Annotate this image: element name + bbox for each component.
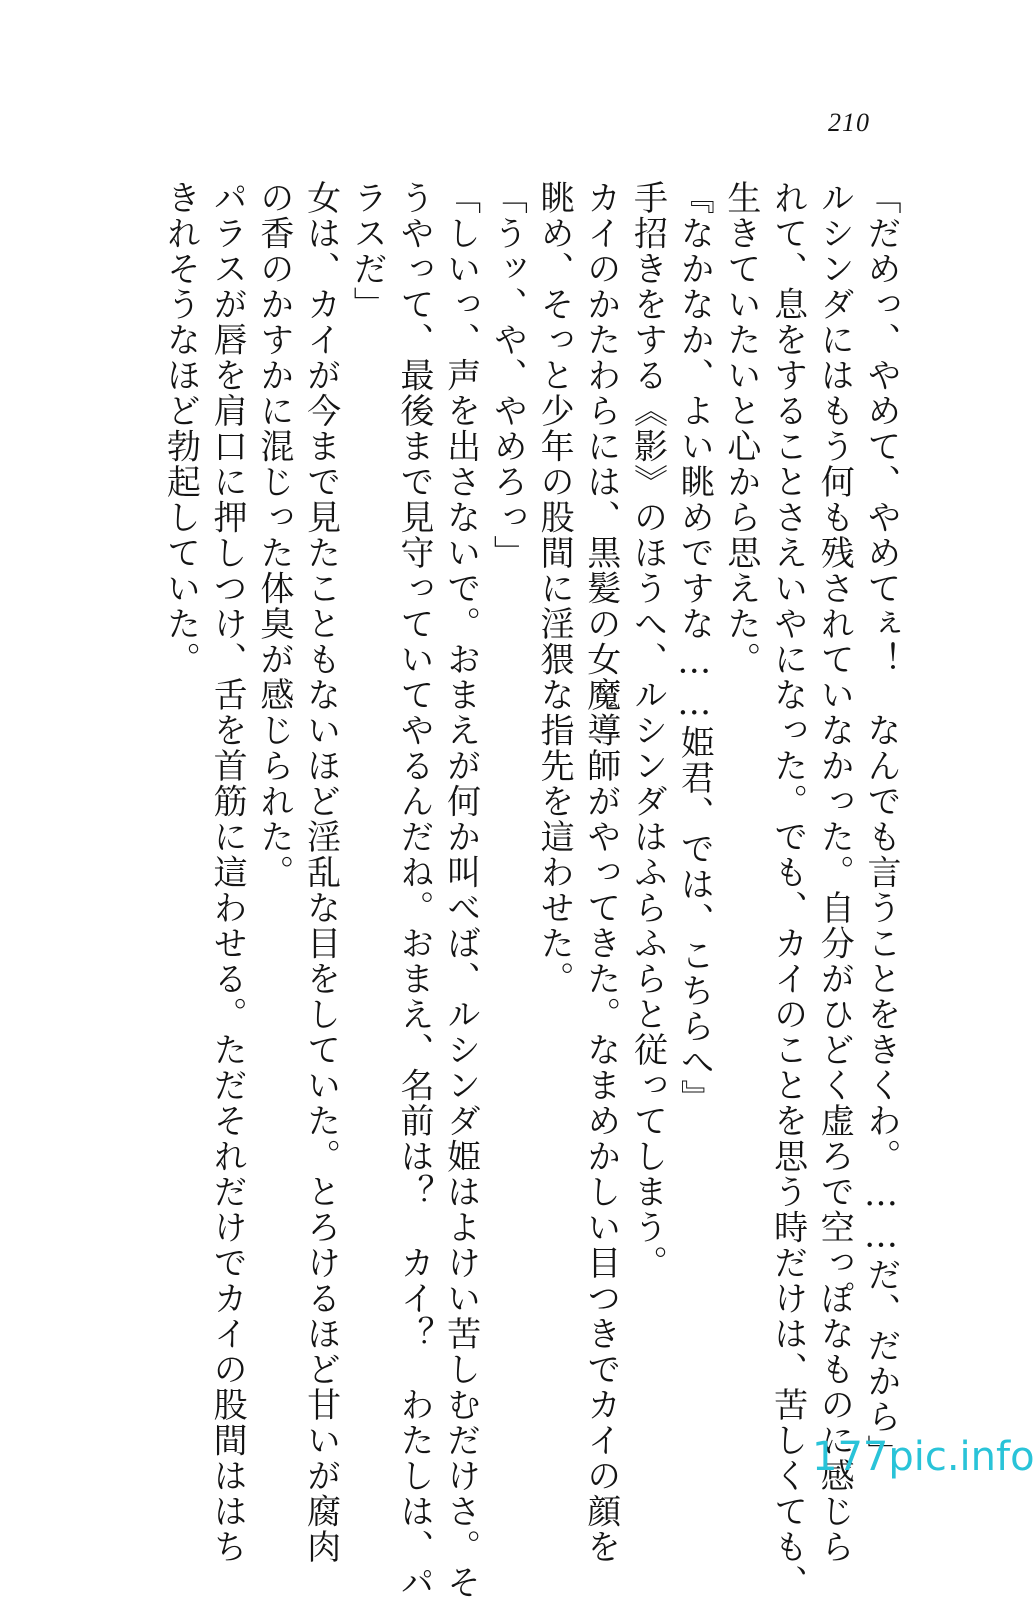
text-line: うやって、最後まで見守っていてやるんだね。おまえ、名前は？ カイ？ わたしは、パ — [393, 180, 434, 1600]
text-line: パラスが唇を肩口に押しつけ、舌を首筋に這わせる。ただそれだけでカイの股間ははち — [207, 180, 248, 1565]
text-line: の香のかすかに混じった体臭が感じられた。 — [253, 180, 294, 890]
text-line: きれそうなほど勃起していた。 — [160, 180, 201, 677]
watermark-text: 177pic.info — [812, 1434, 1035, 1480]
text-line: 『なかなか、よい眺めですな……姫君、では、こちらへ』 — [674, 180, 715, 1115]
text-line: 生きていたいと心から思えた。 — [720, 180, 761, 677]
text-line: 女は、カイが今まで見たこともないほど淫乱な目をしていた。とろけるほど甘いが腐肉 — [300, 180, 341, 1565]
text-line: 眺め、そっと少年の股間に淫猥な指先を這わせた。 — [534, 180, 575, 997]
text-line: 「うッ、や、やめろっ」 — [487, 180, 528, 571]
text-line: れて、息をすることさえいやになった。でも、カイのことを思う時だけは、苦しくても、 — [767, 180, 808, 1600]
text-line: 手招きをする《影》のほうへ、ルシンダはふらふらと従ってしまう。 — [627, 180, 668, 1281]
text-line: 「だめっ、やめて、やめてぇ！ なんでも言うことをきくわ。……だ、だから」 — [861, 180, 901, 1470]
text-line: 「しいっ、声を出さないで。おまえが何か叫べば、ルシンダ姫はよけい苦しむだけさ。そ — [440, 180, 481, 1600]
body-text — [157, 180, 904, 1600]
text-line: ルシンダにはもう何も残されていなかった。自分がひどく虚ろで空っぽなものに感じら — [814, 180, 855, 1565]
text-line: カイのかたわらには、黒髪の女魔導師がやってきた。なまめかしい目つきでカイの顔を — [580, 180, 621, 1565]
text-line: ラスだ」 — [347, 180, 388, 322]
page-number: 210 — [828, 108, 870, 137]
